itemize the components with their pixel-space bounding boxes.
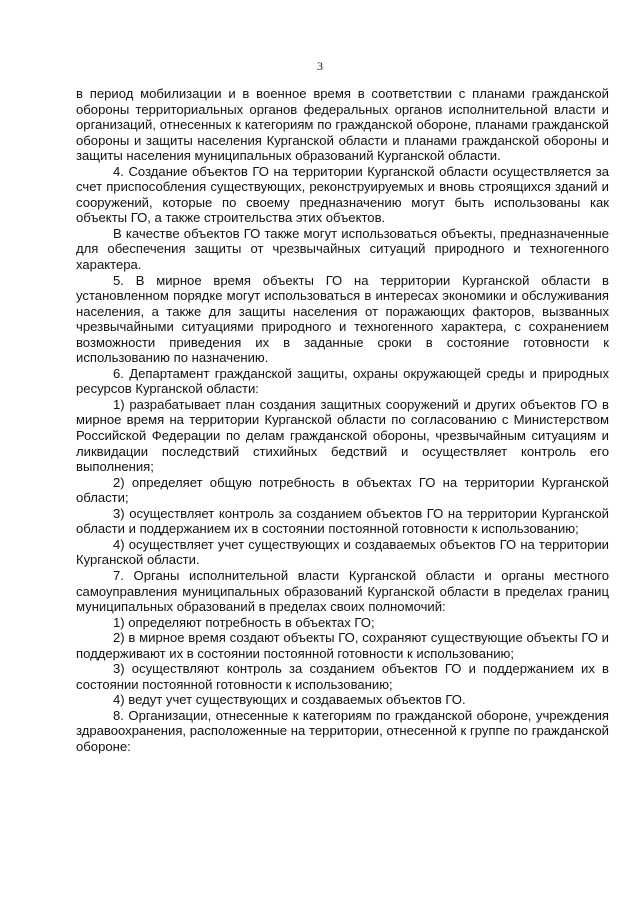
paragraph-item-4: 4. Создание объектов ГО на территории Курганской области осуществляется за счет приспособления существующих, реконструируемых и вновь строящихся зданий и сооружений, которые по своему предназначению могут быть использованы как объекты ГО, а также строительства этих объектов. [76,163,609,226]
paragraph-item-7-3: 3) осуществляют контроль за созданием объектов ГО и поддержанием их в состоянии постоянной готовности к использованию; [76,661,609,692]
paragraph-item-7: 7. Органы исполнительной власти Курганской области и органы местного самоуправления муниципальных образований Курганской области в пределах границ муниципальных образований в пределах своих полномочий: [76,567,609,615]
paragraph-item-7-1: 1) определяют потребность в объектах ГО; [113,614,375,630]
paragraph-item-8: 8. Организации, отнесенные к категориям по гражданской обороне, учреждения здравоохранения, расположенные на территории, отнесенной к группе по гражданской обороне: [76,707,609,754]
paragraph-item-7-2: 2) в мирное время создают объекты ГО, сохраняют существующие объекты ГО и поддерживают их в состоянии постоянной готовности к использованию; [76,630,609,661]
paragraph-item-6-2: 2) определяет общую потребность в объектах ГО на территории Курганской области; [76,474,609,506]
paragraph-item-7-4: 4) ведут учет существующих и создаваемых объектов ГО. [113,692,466,708]
paragraph-item-6-1: 1) разрабатывает план создания защитных сооружений и других объектов ГО в мирное время на территории Курганской области по согласованию с Министерством Российской Федерации по делам гражданской обороны, чрезвычайным ситуациям и ликвидации последствий стихийных бедствий и осуществляет контроль его выполнения; [76,396,609,475]
paragraph-item-4-note: В качестве объектов ГО также могут использоваться объекты, предназначенные для обеспечения защиты от чрезвычайных ситуаций природного и техногенного характера. [76,225,609,273]
page-number: 3 [317,59,323,73]
paragraph-continuation: в период мобилизации и в военное время в соответствии с планами гражданской обороны территориальных органов федеральных органов исполнительной власти и организаций, отнесенных к категориям по гражданской обороне, планами гражданской обороны и защиты населения Курганской области и планами гражданской обороны и защиты населения муниципальных образований Курганской области. [76,86,609,164]
paragraph-item-6-4: 4) осуществляет учет существующих и создаваемых объектов ГО на территории Курганской области. [76,536,609,568]
paragraph-item-6-3: 3) осуществляет контроль за созданием объектов ГО на территории Курганской области и поддержанием их в состоянии постоянной готовности к использованию; [76,505,609,537]
paragraph-item-6: 6. Департамент гражданской защиты, охраны окружающей среды и природных ресурсов Курганской области: [76,365,609,397]
paragraph-item-5: 5. В мирное время объекты ГО на территории Курганской области в установленном порядке могут использоваться в интересах экономики и обслуживания населения, а также для защиты населения от поражающих факторов, вызванных чрезвычайными ситуациями природного и техногенного характера, с сохранением возможности приведения их в заданные сроки в состояние готовности к использованию по назначению. [76,272,609,366]
document-body [76,86,609,755]
